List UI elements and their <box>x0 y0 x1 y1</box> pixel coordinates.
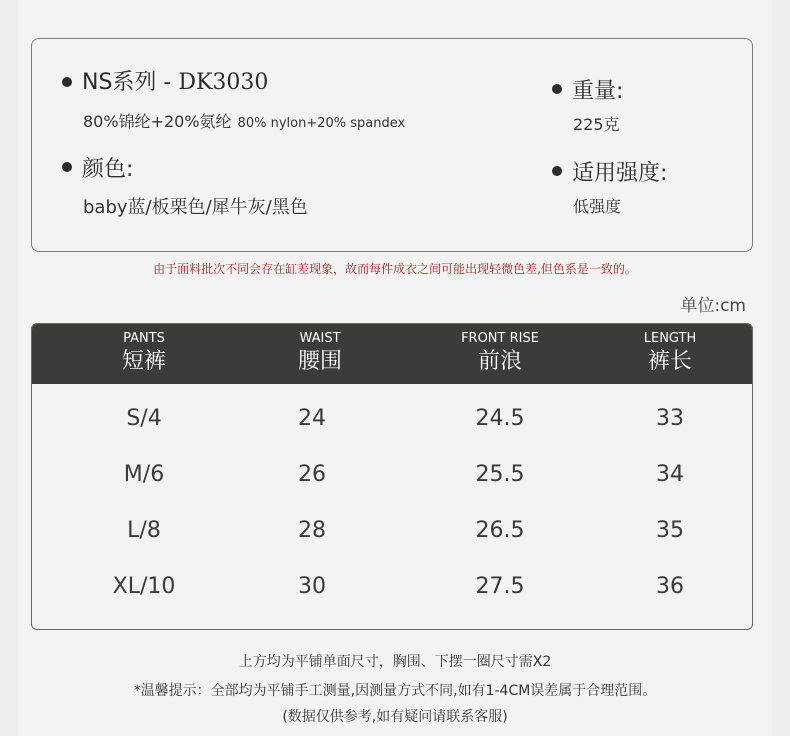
reference-disclaimer: (数据仅供参考,如有疑问请联系客服) <box>282 709 508 725</box>
table-cell-length: 35 <box>656 518 684 543</box>
table-cell-waist: 28 <box>298 518 326 543</box>
bullet-icon <box>552 166 562 176</box>
table-cell-front-rise: 26.5 <box>475 518 525 543</box>
bullet-icon <box>62 77 72 87</box>
column-header-pants <box>54 330 234 376</box>
column-header-waist <box>230 330 410 376</box>
table-cell-length: 33 <box>656 406 684 431</box>
weight-value: 225克 <box>573 115 620 134</box>
measurement-tip: *温馨提示：全部均为平铺手工测量,因测量方式不同,如有1-4CM误差属于合理范围。 <box>133 683 657 699</box>
measurement-note: 上方均为平铺单面尺寸，胸围、下摆一圈尺寸需X2 <box>238 654 552 670</box>
bullet-icon <box>552 84 562 94</box>
table-cell-length: 36 <box>656 574 684 599</box>
table-cell-front-rise: 25.5 <box>475 462 525 487</box>
table-cell-length: 34 <box>656 462 684 487</box>
column-header-en: PANTS <box>123 331 165 346</box>
table-cell-front-rise: 24.5 <box>475 406 525 431</box>
material-en: 80% nylon+20% spandex <box>237 116 406 131</box>
intensity-value: 低强度 <box>573 197 622 216</box>
column-header-length <box>580 330 753 376</box>
table-cell-size: S/4 <box>126 406 162 431</box>
column-header-en: WAIST <box>299 331 341 346</box>
column-header-front-rise <box>410 330 590 376</box>
color-variance-notice: 由于面料批次不同会存在缸差现象，故而每件成衣之间可能出现轻微色差,但色系是一致的。 <box>153 262 637 276</box>
color-label: 颜色: <box>82 157 134 182</box>
table-cell-waist: 24 <box>298 406 326 431</box>
material-line <box>83 109 405 132</box>
column-header-zh: 腰围 <box>297 349 342 374</box>
size-table <box>31 323 753 630</box>
column-header-en: FRONT RISE <box>461 331 539 346</box>
column-header-zh: 短裤 <box>121 349 166 374</box>
column-header-zh: 前浪 <box>477 349 522 374</box>
table-cell-waist: 30 <box>298 574 326 599</box>
color-value: baby蓝/板栗色/犀牛灰/黑色 <box>83 197 308 218</box>
table-cell-waist: 26 <box>298 462 326 487</box>
table-header <box>32 324 752 384</box>
unit-label: 单位:cm <box>680 296 746 316</box>
column-header-zh: 裤长 <box>647 349 692 374</box>
bullet-icon <box>62 162 72 172</box>
series-heading <box>82 65 268 96</box>
product-info-card <box>31 38 753 252</box>
material-cn: 80%锦纶+20%氨纶 <box>83 112 232 131</box>
series-label: NS系列 - <box>82 70 179 95</box>
table-cell-size: L/8 <box>127 518 161 543</box>
model-number: DK3030 <box>178 70 269 95</box>
weight-label: 重量: <box>572 79 624 104</box>
table-cell-size: XL/10 <box>112 574 176 599</box>
table-cell-front-rise: 27.5 <box>475 574 525 599</box>
column-header-en: LENGTH <box>643 331 697 346</box>
intensity-label: 适用强度: <box>572 161 668 186</box>
table-cell-size: M/6 <box>123 462 165 487</box>
